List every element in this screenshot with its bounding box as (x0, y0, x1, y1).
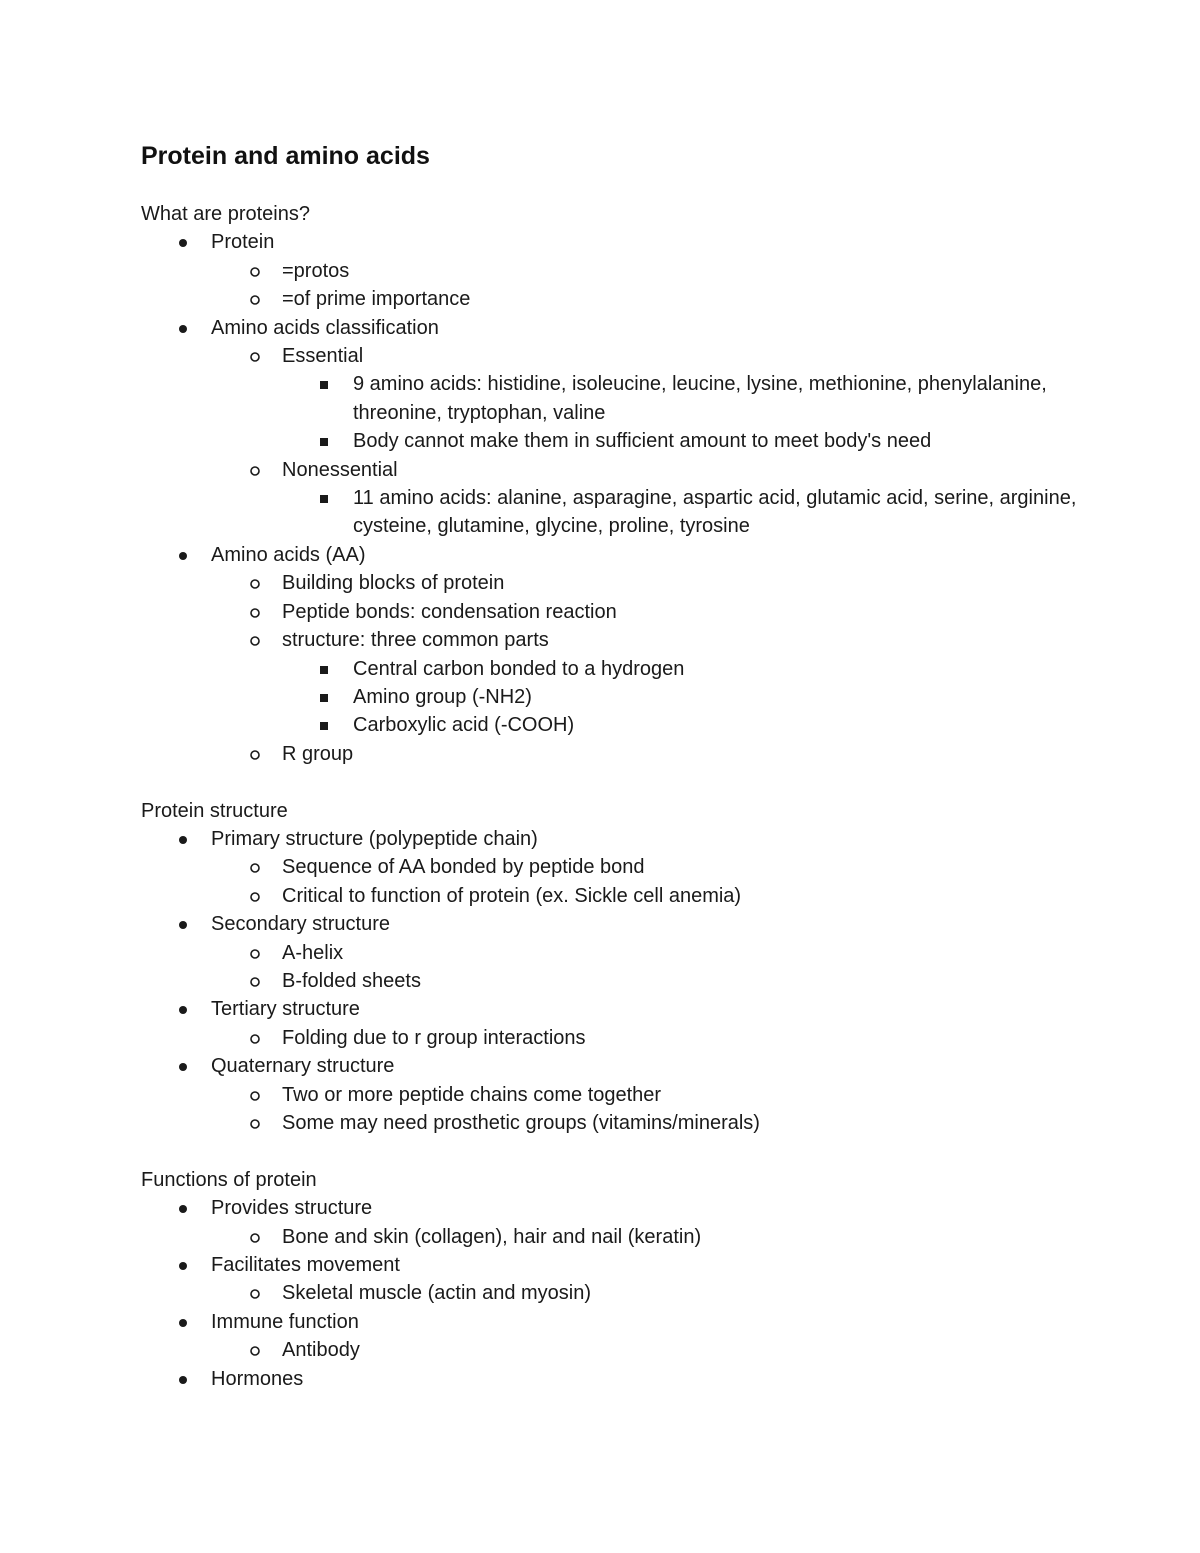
list-item-text: structure: three common parts (282, 629, 549, 652)
list-item-text: R group (282, 742, 354, 765)
filled-disc-bullet-icon (177, 1052, 197, 1080)
list-item (141, 995, 1101, 1023)
list-item (141, 314, 1101, 342)
list-item (141, 655, 1101, 683)
list-item-text: Primary structure (polypeptide chain) (211, 827, 538, 850)
hollow-circle-bullet-icon (248, 853, 268, 881)
filled-square-bullet-icon (318, 683, 338, 711)
list-item (141, 1308, 1101, 1336)
section (141, 1166, 1101, 1393)
list-item-text: Peptide bonds: condensation reaction (282, 600, 617, 623)
filled-disc-bullet-icon (177, 1365, 197, 1393)
list-item-text: Protein (211, 231, 275, 254)
list-item (141, 1336, 1101, 1364)
list-item-text: Nonessential (282, 458, 398, 481)
filled-disc-bullet-icon (177, 1308, 197, 1336)
hollow-circle-bullet-icon (248, 1081, 268, 1109)
list-item-text: 9 amino acids: histidine, isoleucine, leucine, lysine, methionine, phenylalanine, threonine, tryptophan, valine (353, 373, 1047, 424)
filled-disc-bullet-icon (177, 1194, 197, 1222)
list-item (141, 484, 1101, 541)
hollow-circle-bullet-icon (248, 1279, 268, 1307)
nested-list-container (141, 1336, 1101, 1364)
list-item-text: Some may need prosthetic groups (vitamins/minerals) (282, 1111, 760, 1134)
list-item-text: Amino acids classification (211, 316, 439, 339)
bullet-list-level-2 (141, 853, 1101, 910)
bullet-list-level-2 (141, 1336, 1101, 1364)
nested-list-container (141, 853, 1101, 910)
list-item (141, 825, 1101, 853)
nested-list-container (141, 655, 1101, 740)
bullet-list-level-1 (141, 825, 1101, 1137)
hollow-circle-bullet-icon (248, 1024, 268, 1052)
bullet-list-level-2 (141, 1024, 1101, 1052)
list-item-text: Central carbon bonded to a hydrogen (353, 657, 685, 680)
hollow-circle-bullet-icon (248, 626, 268, 654)
list-item-text: Two or more peptide chains come together (282, 1083, 662, 1106)
list-item-text: Quaternary structure (211, 1055, 395, 1078)
bullet-list-level-2 (141, 1279, 1101, 1307)
bullet-list-level-2 (141, 939, 1101, 996)
section (141, 797, 1101, 1138)
filled-disc-bullet-icon (177, 314, 197, 342)
hollow-circle-bullet-icon (248, 1109, 268, 1137)
list-item (141, 1024, 1101, 1052)
bullet-list-level-2 (141, 569, 1101, 768)
list-item-text: Secondary structure (211, 913, 390, 936)
list-item-text: Sequence of AA bonded by peptide bond (282, 856, 645, 879)
list-item (141, 910, 1101, 938)
nested-list-container (141, 1024, 1101, 1052)
list-item (141, 1251, 1101, 1279)
filled-square-bullet-icon (318, 711, 338, 739)
bullet-list-level-3 (141, 484, 1101, 541)
filled-disc-bullet-icon (177, 910, 197, 938)
bullet-list-level-3 (141, 655, 1101, 740)
list-item-text: Carboxylic acid (-COOH) (353, 714, 575, 737)
nested-list-container (141, 1279, 1101, 1307)
section (141, 200, 1101, 768)
list-item (141, 342, 1101, 370)
list-item-text: Hormones (211, 1367, 304, 1390)
hollow-circle-bullet-icon (248, 598, 268, 626)
list-item-text: Building blocks of protein (282, 572, 505, 595)
hollow-circle-bullet-icon (248, 569, 268, 597)
list-item (141, 882, 1101, 910)
filled-disc-bullet-icon (177, 1251, 197, 1279)
section-heading: What are proteins? (141, 203, 310, 225)
list-item-text: A-helix (282, 941, 344, 964)
bullet-list-level-2 (141, 1081, 1101, 1138)
bullet-list-level-1 (141, 228, 1101, 768)
bullet-list-level-2 (141, 257, 1101, 314)
list-item-text: Bone and skin (collagen), hair and nail (keratin) (282, 1225, 702, 1248)
filled-square-bullet-icon (318, 370, 338, 398)
list-item (141, 740, 1101, 768)
list-item (141, 257, 1101, 285)
bullet-list-level-2 (141, 1223, 1101, 1251)
list-item (141, 569, 1101, 597)
list-item-text: Amino acids (AA) (211, 543, 366, 566)
list-item-text: Amino group (-NH2) (353, 685, 532, 708)
filled-disc-bullet-icon (177, 995, 197, 1023)
list-item-text: =protos (282, 259, 350, 282)
filled-disc-bullet-icon (177, 541, 197, 569)
list-item-text: Tertiary structure (211, 998, 360, 1021)
filled-disc-bullet-icon (177, 228, 197, 256)
list-item (141, 427, 1101, 455)
list-item (141, 1365, 1101, 1393)
list-item (141, 456, 1101, 484)
list-item-text: Folding due to r group interactions (282, 1026, 586, 1049)
list-item (141, 853, 1101, 881)
hollow-circle-bullet-icon (248, 342, 268, 370)
list-item-text: Essential (282, 345, 364, 368)
list-item-text: Provides structure (211, 1197, 373, 1220)
document-page (141, 140, 1101, 1393)
document-title: Protein and amino acids (141, 142, 430, 170)
filled-disc-bullet-icon (177, 825, 197, 853)
list-item-text: Immune function (211, 1310, 359, 1333)
filled-square-bullet-icon (318, 427, 338, 455)
list-item (141, 683, 1101, 711)
nested-list-container (141, 1081, 1101, 1138)
list-item (141, 1194, 1101, 1222)
list-item (141, 370, 1101, 427)
list-item-text: Critical to function of protein (ex. Sickle cell anemia) (282, 884, 742, 907)
list-item-text: Facilitates movement (211, 1254, 400, 1276)
section-heading: Protein structure (141, 799, 288, 822)
list-item (141, 967, 1101, 995)
hollow-circle-bullet-icon (248, 740, 268, 768)
list-item-text: Body cannot make them in sufficient amount to meet body's need (353, 430, 932, 453)
filled-square-bullet-icon (318, 484, 338, 512)
hollow-circle-bullet-icon (248, 939, 268, 967)
hollow-circle-bullet-icon (248, 257, 268, 285)
list-item (141, 939, 1101, 967)
nested-list-container (141, 939, 1101, 996)
nested-list-container (141, 257, 1101, 314)
list-item-text: 11 amino acids: alanine, asparagine, aspartic acid, glutamic acid, serine, arginine, cysteine, glutamine, glycine, proline, tyrosine (353, 487, 1077, 538)
hollow-circle-bullet-icon (248, 1336, 268, 1364)
bullet-list-level-2 (141, 342, 1101, 541)
hollow-circle-bullet-icon (248, 1223, 268, 1251)
hollow-circle-bullet-icon (248, 456, 268, 484)
list-item-text: B-folded sheets (282, 969, 421, 992)
list-item-text: Antibody (282, 1339, 360, 1362)
list-item-text: Skeletal muscle (actin and myosin) (282, 1282, 592, 1305)
list-item (141, 598, 1101, 626)
nested-list-container (141, 1223, 1101, 1251)
list-item (141, 1052, 1101, 1080)
nested-list-container (141, 342, 1101, 541)
list-item-text: =of prime importance (282, 288, 471, 311)
nested-list-container (141, 370, 1101, 455)
hollow-circle-bullet-icon (248, 285, 268, 313)
list-item (141, 541, 1101, 569)
filled-square-bullet-icon (318, 655, 338, 683)
list-item (141, 285, 1101, 313)
section-heading: Functions of protein (141, 1168, 317, 1191)
list-item (141, 228, 1101, 256)
bullet-list-level-1 (141, 1194, 1101, 1393)
bullet-list-level-3 (141, 370, 1101, 455)
hollow-circle-bullet-icon (248, 967, 268, 995)
hollow-circle-bullet-icon (248, 882, 268, 910)
list-item (141, 1081, 1101, 1109)
list-item (141, 1109, 1101, 1137)
list-item (141, 1279, 1101, 1307)
document-body (141, 200, 1101, 1393)
list-item (141, 711, 1101, 739)
nested-list-container (141, 569, 1101, 768)
nested-list-container (141, 484, 1101, 541)
list-item (141, 626, 1101, 654)
list-item (141, 1223, 1101, 1251)
